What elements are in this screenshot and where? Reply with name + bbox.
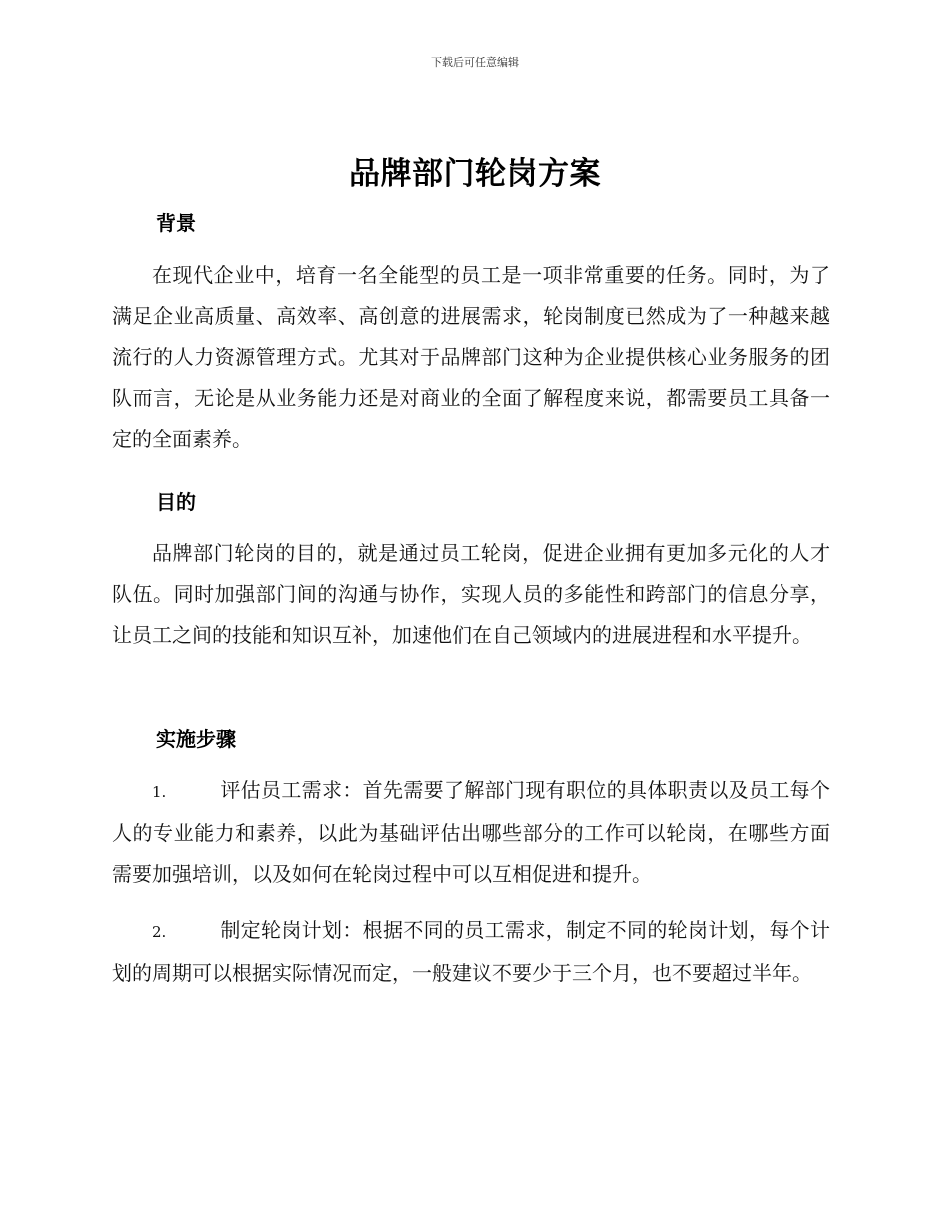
step-text: 制定轮岗计划：根据不同的员工需求，制定不同的轮岗计划，每个计划的周期可以根据实际情况而定，一般建议不要少于三个月，也不要超过半年。	[112, 918, 830, 985]
step-number: 2.	[152, 923, 167, 941]
step-text: 评估员工需求：首先需要了解部门现有职位的具体职责以及员工每个人的专业能力和素养，以此为基础评估出哪些部分的工作可以轮岗，在哪些方面需要加强培训，以及如何在轮岗过程中可以互相促进和提升。	[112, 778, 830, 886]
step-number: 1.	[152, 783, 167, 801]
purpose-paragraph: 品牌部门轮岗的目的，就是通过员工轮岗，促进企业拥有更加多元化的人才队伍。同时加强部门间的沟通与协作，实现人员的多能性和跨部门的信息分享，让员工之间的技能和知识互补，加速他们在自己领域内的进展进程和水平提升。	[112, 541, 830, 647]
background-paragraph: 在现代企业中，培育一名全能型的员工是一项非常重要的任务。同时，为了满足企业高质量、高效率、高创意的进展需求，轮岗制度已然成为了一种越来越流行的人力资源管理方式。尤其对于品牌部门这种为企业提供核心业务服务的团队而言，无论是从业务能力还是对商业的全面了解程度来说，都需要员工具备一定的全面素养。	[112, 263, 830, 451]
step-item-1	[112, 770, 830, 895]
step-item-2	[112, 910, 830, 994]
document-title: 品牌部门轮岗方案	[349, 156, 601, 192]
section-heading-purpose: 目的	[156, 490, 196, 514]
section-heading-background: 背景	[156, 211, 196, 235]
section-heading-steps: 实施步骤	[156, 727, 236, 751]
header-note: 下载后可任意编辑	[431, 56, 519, 69]
